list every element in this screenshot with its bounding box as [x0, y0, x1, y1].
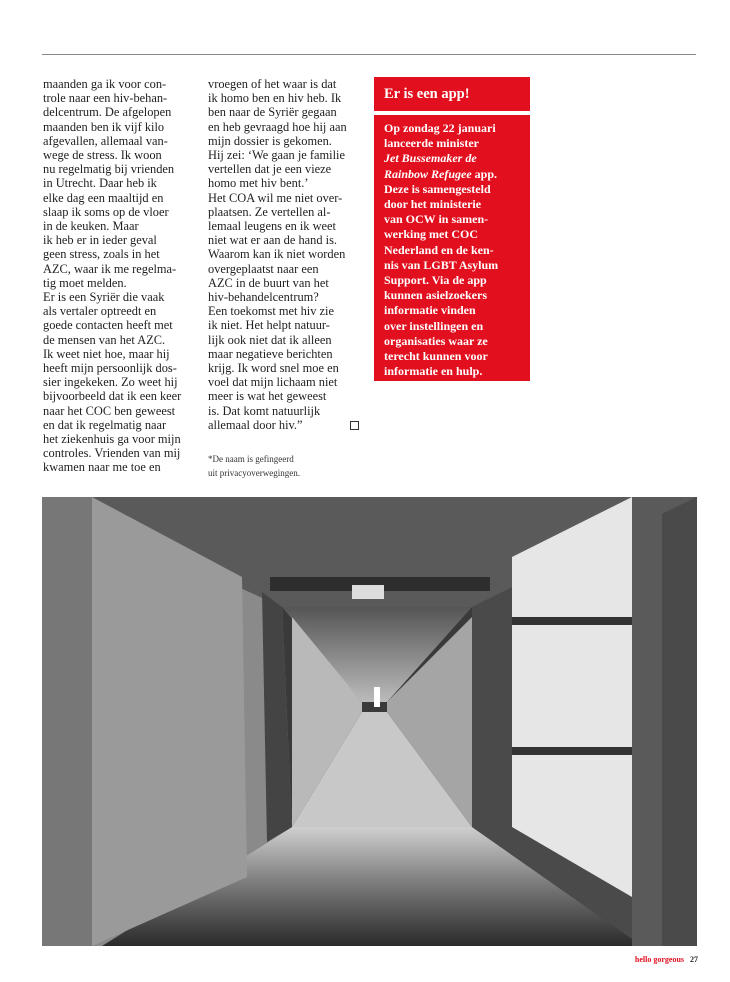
sidebar-line	[384, 288, 530, 303]
sidebar-line	[384, 349, 530, 364]
sidebar-text: Nederland en de ken-	[384, 242, 494, 257]
text-line: niet wat er aan de hand is.	[208, 233, 338, 248]
article-column-2	[208, 77, 366, 432]
page-number: 27	[690, 955, 698, 964]
text-line: Er is een Syriër die vaak	[43, 290, 165, 305]
text-line: ik niet. Het helpt natuur-	[208, 318, 330, 333]
text-line: maanden ben ik vijf kilo	[43, 119, 165, 134]
sidebar-text: werking met COC	[384, 227, 478, 242]
footnote	[208, 452, 300, 480]
article-column-1	[43, 77, 201, 475]
text-line: maanden ga ik voor con-	[43, 77, 167, 91]
sidebar-text: informatie en hulp.	[384, 364, 483, 379]
sidebar-text: van OCW in samen-	[384, 212, 489, 227]
text-line: Ik weet niet hoe, maar hij	[43, 346, 170, 361]
magazine-name: hello gorgeous	[634, 955, 684, 964]
text-line: krijg. Ik word snel moe en	[208, 361, 339, 376]
text-line: tig moet melden.	[43, 275, 127, 290]
text-line: allemaal door hiv.”	[208, 418, 366, 432]
top-rule	[42, 54, 696, 55]
text-line: geen stress, zoals in het	[43, 247, 160, 262]
sidebar-line	[384, 136, 530, 151]
text-line: AZC, waar ik me regelma-	[43, 261, 177, 276]
text-line: als vertaler optreedt en	[43, 304, 157, 319]
sidebar-text: informatie vinden	[384, 303, 476, 318]
sidebar-text: terecht kunnen voor	[384, 349, 488, 364]
text-line: naar het COC ben geweest	[43, 403, 176, 418]
text-line: mijn dossier is gekomen.	[208, 133, 332, 148]
sidebar-text: kunnen asielzoekers	[384, 288, 488, 303]
text-line: en dat ik regelmatig naar	[43, 417, 167, 432]
end-square-icon	[350, 421, 359, 430]
sidebar-text: over instellingen en	[384, 318, 484, 333]
sidebar-text: Rainbow Refugee	[384, 166, 472, 181]
sidebar-line	[384, 197, 530, 212]
sidebar-text: Jet Bussemaker de	[384, 151, 477, 166]
text-line: sier ingekeken. Zo weet hij	[43, 375, 178, 390]
sidebar-line	[384, 364, 530, 379]
text-line: Het COA wil me niet over-	[208, 190, 343, 205]
sidebar-line	[384, 151, 530, 166]
sidebar-line	[384, 227, 530, 242]
text-line: nu regelmatig bij vrienden	[43, 162, 175, 177]
sidebar-line	[384, 334, 530, 349]
text-line: voel dat mijn lichaam niet	[208, 375, 338, 390]
sidebar-line	[384, 319, 530, 334]
sidebar-text: app.	[471, 166, 498, 181]
sidebar-line	[384, 182, 530, 197]
text-line: kwamen naar me toe en	[43, 460, 161, 475]
sidebar-text: Op zondag 22 januari	[384, 121, 496, 135]
text-line: AZC in de buurt van het	[208, 275, 329, 290]
sidebar-text: Support. Via de app	[384, 273, 487, 288]
sidebar-line	[384, 121, 530, 136]
text-line: lemaal leugens en ik weet	[208, 219, 336, 234]
corridor-image	[42, 497, 697, 946]
text-line: maar negatieve berichten	[208, 346, 333, 361]
text-line: in de keuken. Maar	[43, 219, 139, 234]
sidebar-line	[384, 167, 530, 182]
text-line: hiv-behandelcentrum?	[208, 290, 319, 305]
sidebar-text: lanceerde minister	[384, 136, 479, 151]
text-line: vertellen dat je een vieze	[208, 162, 332, 177]
text-line: lijk ook niet dat ik alleen	[208, 332, 332, 347]
text-line: ben naar de Syriër gegaan	[208, 105, 337, 120]
text-line: wege de stress. Ik woon	[43, 148, 162, 163]
sidebar-line	[384, 303, 530, 318]
text-line: plaatsen. Ze vertellen al-	[208, 204, 331, 219]
text-line: vroegen of het waar is dat	[208, 77, 337, 91]
sidebar-line	[384, 258, 530, 273]
text-line: afgevallen, allemaal van-	[43, 133, 168, 148]
text-line: homo met hiv bent.’	[208, 176, 309, 191]
footnote-line: uit privacyoverwegingen.	[208, 468, 300, 478]
sidebar-line	[384, 273, 530, 288]
text-line: heeft mijn persoonlijk dos-	[43, 361, 177, 376]
corridor-photo	[42, 497, 697, 946]
text-line: Waarom kan ik niet worden	[208, 247, 346, 262]
text-line: de mensen van het AZC.	[43, 332, 166, 347]
text-line: delcentrum. De afgelopen	[43, 105, 172, 120]
sidebar-body	[374, 115, 530, 381]
text-line: meer is wat het geweest	[208, 389, 327, 404]
text-line: ik homo ben en hiv heb. Ik	[208, 91, 342, 106]
sidebar-text: door het ministerie	[384, 197, 482, 212]
text-line: is. Dat komt natuurlijk	[208, 403, 321, 418]
page-footer	[0, 955, 698, 964]
text-line: Een toekomst met hiv zie	[208, 304, 334, 319]
text-line: goede contacten heeft met	[43, 318, 173, 333]
text-line: in Utrecht. Daar heb ik	[43, 176, 157, 191]
sidebar-text: nis van LGBT Asylum	[384, 257, 499, 272]
sidebar-title: Er is een app!	[374, 77, 530, 111]
text-line: ik heb er in ieder geval	[43, 233, 157, 248]
text-line: het ziekenhuis ga voor mijn	[43, 432, 181, 447]
text-line: elke dag een maaltijd en	[43, 190, 164, 205]
sidebar-text: Deze is samengesteld	[384, 181, 491, 196]
text-line: bijvoorbeeld dat ik een keer	[43, 389, 182, 404]
text-line: trole naar een hiv-behan-	[43, 91, 168, 106]
sidebar-line	[384, 243, 530, 258]
text-line: slaap ik soms op de vloer	[43, 204, 169, 219]
text-line: controles. Vrienden van mij	[43, 446, 181, 461]
sidebar-text: organisaties waar ze	[384, 333, 488, 348]
text-line: Hij zei: ‘We gaan je familie	[208, 148, 345, 163]
text-line: overgeplaatst naar een	[208, 261, 319, 276]
footnote-line: *De naam is gefingeerd	[208, 454, 294, 464]
text-line: en heb gevraagd hoe hij aan	[208, 119, 347, 134]
sidebar-line	[384, 212, 530, 227]
